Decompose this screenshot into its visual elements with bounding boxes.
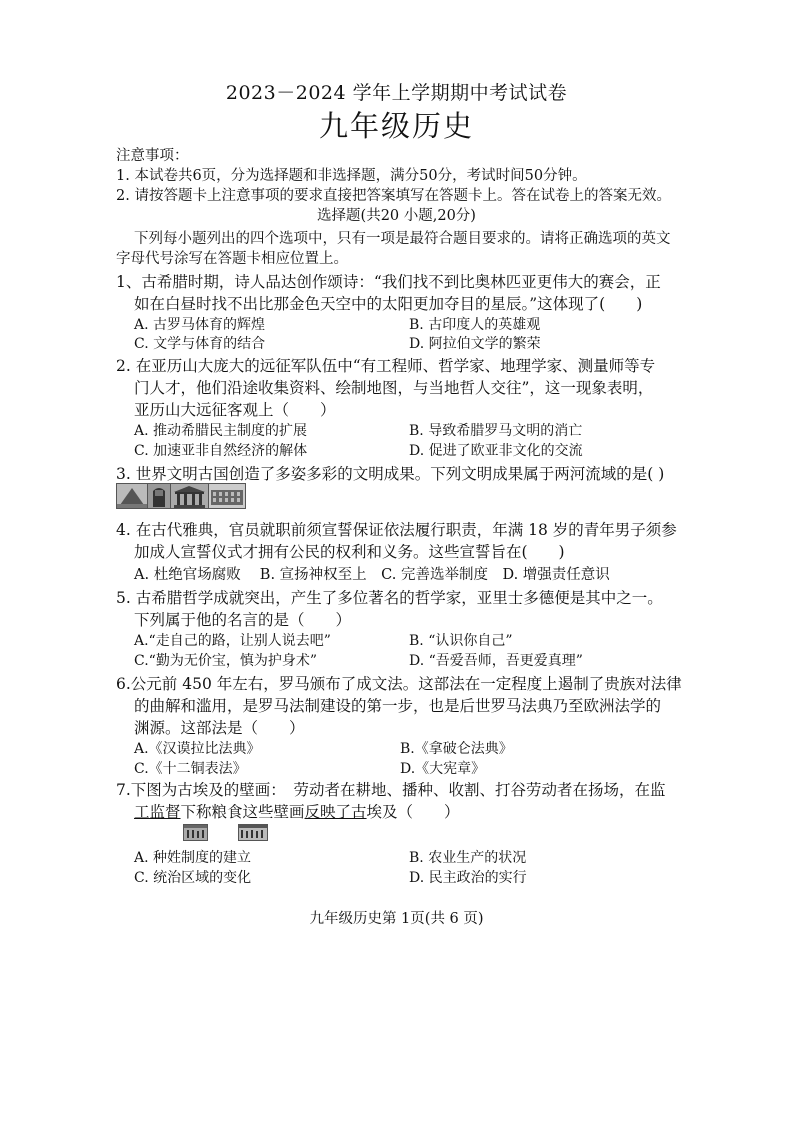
section-title: 选择题(共20 小题,20分): [317, 208, 476, 224]
q7-option-d: D. 民主政治的实行: [409, 870, 527, 886]
q5-option-c: C.“勤为无价宝，慎为护身术”: [134, 653, 317, 669]
q3-picture-stele: [147, 483, 171, 509]
exam-title: 2023－2024 学年上学期期中考试试卷: [225, 82, 568, 104]
q1-stem-line-2: 如在白昼时找不出比那金色天空中的太阳更加夺目的星辰。”这体现了( ): [134, 295, 643, 313]
q7-option-c: C. 统治区域的变化: [134, 870, 252, 886]
section-instruction-line-2: 字母代号涂写在答题卡相应位置上。: [116, 251, 348, 267]
q6-stem-line-3: 渊源。这部法是（ ）: [134, 719, 305, 737]
q2-option-c: C. 加速亚非自然经济的解体: [134, 443, 308, 459]
q5-option-d: D. “吾爱吾师，吾更爱真理”: [409, 653, 583, 669]
q7-underlined-text: 工监督: [134, 803, 181, 821]
q1-stem-line-1: 1、古希腊时期，诗人品达创作颂诗：“我们找不到比奥林匹亚更伟大的赛会，正: [116, 273, 661, 291]
q1-option-b: B. 古印度人的英雄观: [409, 317, 541, 333]
q4-stem-line-1: 4. 在古代雅典，官员就职前须宣誓保证依法履行职责，年满 18 岁的青年男子须参: [116, 521, 677, 539]
q2-stem-line-1: 2. 在亚历山大庞大的远征军队伍中“有工程师、哲学家、地理学家、测量师等专: [116, 357, 656, 375]
subject-title: 九年级历史: [318, 109, 474, 143]
q4-stem-line-2: 加成人宣誓仪式才拥有公民的权利和义务。这些宣誓旨在( ): [134, 543, 565, 561]
q7-option-a: A. 种姓制度的建立: [134, 850, 252, 866]
q7-underlined-text: 反映了古: [304, 803, 367, 821]
q3-picture-temple: [170, 483, 209, 509]
q6-stem-line-1: 6.公元前 450 年左右，罗马颁布了成文法。这部法在一定程度上遏制了贵族对法律: [116, 675, 682, 693]
q7-option-b: B. 农业生产的状况: [409, 850, 527, 866]
q6-option-b: B.《拿破仑法典》: [400, 741, 513, 757]
q2-option-b: B. 导致希腊罗马文明的消亡: [409, 423, 583, 439]
notes-item-2: 2. 请按答题卡上注意事项的要求直接把答案填写在答题卡上。答在试卷上的答案无效。: [116, 188, 671, 204]
q1-option-c: C. 文学与体育的结合: [134, 336, 266, 352]
q6-option-a: A.《汉谟拉比法典》: [134, 741, 261, 757]
q6-option-c: C.《十二铜表法》: [134, 761, 247, 777]
q7-mural-picture-2: [238, 824, 268, 841]
q6-stem-line-2: 的曲解和滥用，是罗马法制建设的第一步，也是后世罗马法典乃至欧洲法学的: [134, 697, 662, 715]
q1-option-a: A. 古罗马体育的辉煌: [134, 317, 266, 333]
q7-mural-picture-1: [183, 824, 208, 841]
q7-stem-line-2: 工监督下称粮食这些壁画反映了古埃及（ ）: [134, 803, 460, 821]
q2-stem-line-2: 门人才，他们沿途收集资料、绘制地图，与当地哲人交往”，这一现象表明，: [134, 379, 654, 397]
q5-stem-line-2: 下列属于他的名言的是（ ）: [134, 611, 352, 629]
q7-stem-line-1: 7.下图为古埃及的壁画： 劳动者在耕地、播种、收割、打谷劳动者在扬场，在监: [116, 781, 666, 799]
q1-option-d: D. 阿拉伯文学的繁荣: [409, 336, 541, 352]
q6-option-d: D.《大宪章》: [400, 761, 486, 777]
page-footer: 九年级历史第 1页(共 6 页): [309, 911, 484, 927]
q5-option-b: B. “认识你自己”: [409, 633, 513, 649]
q5-stem-line-1: 5. 古希腊哲学成就突出，产生了多位著名的哲学家，亚里士多德便是其中之一。: [116, 589, 663, 607]
q4-options: A. 杜绝官场腐败 B. 宣扬神权至上 C. 完善选举制度 D. 增强责任意识: [134, 567, 610, 583]
q3-picture-colosseum: [208, 483, 246, 509]
notes-heading: 注意事项：: [116, 148, 189, 164]
q2-option-a: A. 推动希腊民主制度的扩展: [134, 423, 308, 439]
section-instruction-line-1: 下列每小题列出的四个选项中，只有一项是最符合题目要求的。请将正确选项的英文: [134, 231, 671, 247]
q3-stem-line-1: 3. 世界文明古国创造了多姿多彩的文明成果。下列文明成果属于两河流域的是( ): [116, 465, 665, 483]
q3-picture-pyramid: [116, 483, 148, 509]
notes-item-1: 1. 本试卷共6页，分为选择题和非选择题，满分50分，考试时间50分钟。: [116, 168, 587, 184]
q2-option-d: D. 促进了欧亚非文化的交流: [409, 443, 583, 459]
q5-option-a: A.“走自己的路，让别人说去吧”: [134, 633, 331, 649]
q2-stem-line-3: 亚历山大远征客观上（ ）: [134, 401, 336, 419]
